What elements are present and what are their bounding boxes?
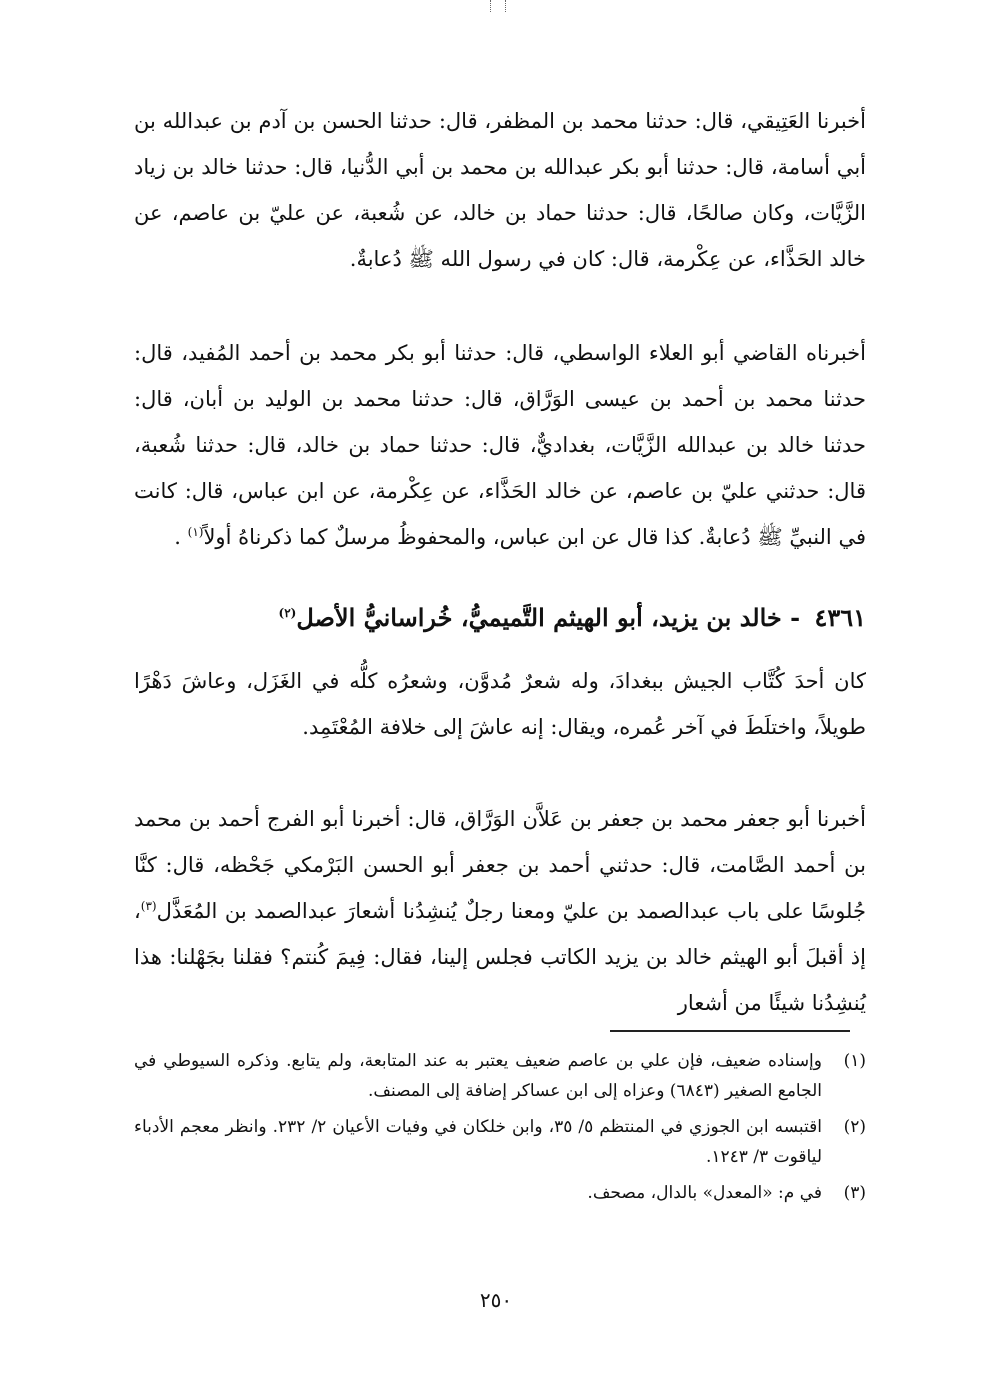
paragraph-biography <box>134 658 866 750</box>
footnote-ref-1[interactable]: (١) <box>187 525 204 539</box>
paragraph-hadith-2: أخبرناه القاضي أبو العلاء الواسطي، قال: حدثنا أبو بكر محمد بن أحمد المُفيد، قال: حدثنا محمد بن أحمد بن عيسى الوَرَّاق، قال: حدثنا محمد بن الوليد بن أبان، قال: حدثنا خالد بن عبدالله الزَّيَّات، بغداديٌّ، قال: حدثنا حماد بن خالد، قال: حدثنا شُعبة، قال: حدثني عليّ بن عاصم، عن خالد الحَذَّاء، عن عِكْرمة، عن ابن عباس، قال: كانت في النبيِّ ﷺ دُعابةٌ. كذا قال عن ابن عباس، والمحفوظُ مرسلٌ كما ذكرناهُ أولاً$^{(١)}$ . <box>134 341 866 549</box>
footnote-number: (٢) <box>843 1117 866 1137</box>
footnote-number: (٣) <box>843 1183 866 1203</box>
entry-title: - خالد بن يزيد، أبو الهيثم التَّميميُّ، خُراسانيُّ الأصل <box>296 603 801 632</box>
footnote-number: (١) <box>843 1051 866 1071</box>
footnote-text: في م: «المعدل» بالدال، مصحف. <box>587 1183 822 1203</box>
page-number: ٢٥٠ <box>479 1288 513 1312</box>
footnotes-list <box>134 1046 866 1214</box>
footnote-item <box>134 1046 866 1106</box>
footnote-ref-2[interactable]: (٢) <box>278 606 297 620</box>
paragraph-text-start: أخبرنا أبو جعفر محمد بن جعفر بن عَلاَّن الوَرَّاق، قال: أخبرنا أبو الفرج أحمد بن محمد بن أحمد الصَّامت، قال: حدثني أحمد بن جعفر أبو الحسن البَرْمكي جَحْظه، قال: كنَّا جُلوسًا على باب عبدالصمد بن عليّ ومعنا رجلٌ يُنشِدُنا أشعارَ عبدالصمد بن المُعَذَّل <box>134 807 866 923</box>
footnote-ref-3[interactable]: (٣) <box>140 899 157 913</box>
top-crop-mark <box>490 0 506 12</box>
entry-number: ٤٣٦١ <box>814 603 866 632</box>
footnote-separator <box>610 1030 850 1032</box>
footnote-text: وإسناده ضعيف، فإن علي بن عاصم ضعيف يعتبر به عند المتابعة، ولم يتابع. وذكره السيوطي في الجامع الصغير (٦٨٤٣) وعزاه إلى ابن عساكر إضافة إلى المصنف. <box>134 1051 822 1101</box>
entry-heading <box>134 596 866 640</box>
footnote-item <box>134 1178 866 1208</box>
footnote-item <box>134 1112 866 1172</box>
paragraph-narration <box>134 796 866 1026</box>
paragraph-text: كان أحدَ كُتَّاب الجيش ببغدادَ، وله شعرٌ مُدوَّن، وشعرُه كلُّه في الغَزَل، وعاشَ دَهْرًا طويلاً، واختلَطَ في آخر عُمره، ويقال: إنه عاشَ إلى خلافة المُعْتَمِد. <box>134 669 866 739</box>
paragraph-text: أخبرنا العَتِيقي، قال: حدثنا محمد بن المظفر، قال: حدثنا الحسن بن آدم بن عبدالله بن أبي أسامة، قال: حدثنا أبو بكر عبدالله بن محمد بن أبي الدُّنيا، قال: حدثنا خالد بن زياد الزَّيَّات، وكان صالحًا، قال: حدثنا حماد بن خالد، عن شُعبة، عن عليّ بن عاصم، عن خالد الحَذَّاء، عن عِكْرمة، قال: كان في رسول الله ﷺ دُعابةٌ. <box>134 109 866 271</box>
footnote-text: اقتبسه ابن الجوزي في المنتظم ٥/ ٣٥، وابن خلكان في وفيات الأعيان ٢/ ٢٣٢. وانظر معجم الأدباء لياقوت ٣/ ١٢٤٣. <box>134 1117 822 1167</box>
paragraph-text-end: ، إذ أقبلَ أبو الهيثم خالد بن يزيد الكاتب فجلس إلينا، فقال: فِيمَ كُنتم؟ فقلنا بجَهْلنا: هذا يُنشِدُنا شيئًا من أشعار <box>134 899 866 1015</box>
paragraph-hadith-1 <box>134 98 866 282</box>
paragraph-text: أخبرناه القاضي أبو العلاء الواسطي، قال: حدثنا أبو بكر محمد بن أحمد المُفيد، قال: حدثنا محمد بن أحمد بن عيسى الوَرَّاق، قال: حدثنا محمد بن الوليد بن أبان، قال: حدثنا خالد بن عبدالله الزَّيَّات، بغداديٌّ، قال: حدثنا حماد بن خالد، قال: حدثنا شُعبة، قال: حدثني عليّ بن عاصم، عن خالد الحَذَّاء، عن عِكْرمة، عن ابن عباس، قال: كانت في النبيِّ ﷺ دُعابةٌ. كذا قال عن ابن عباس، والمحفوظُ مرسلٌ كما ذكرناهُ أولاً <box>134 341 866 549</box>
